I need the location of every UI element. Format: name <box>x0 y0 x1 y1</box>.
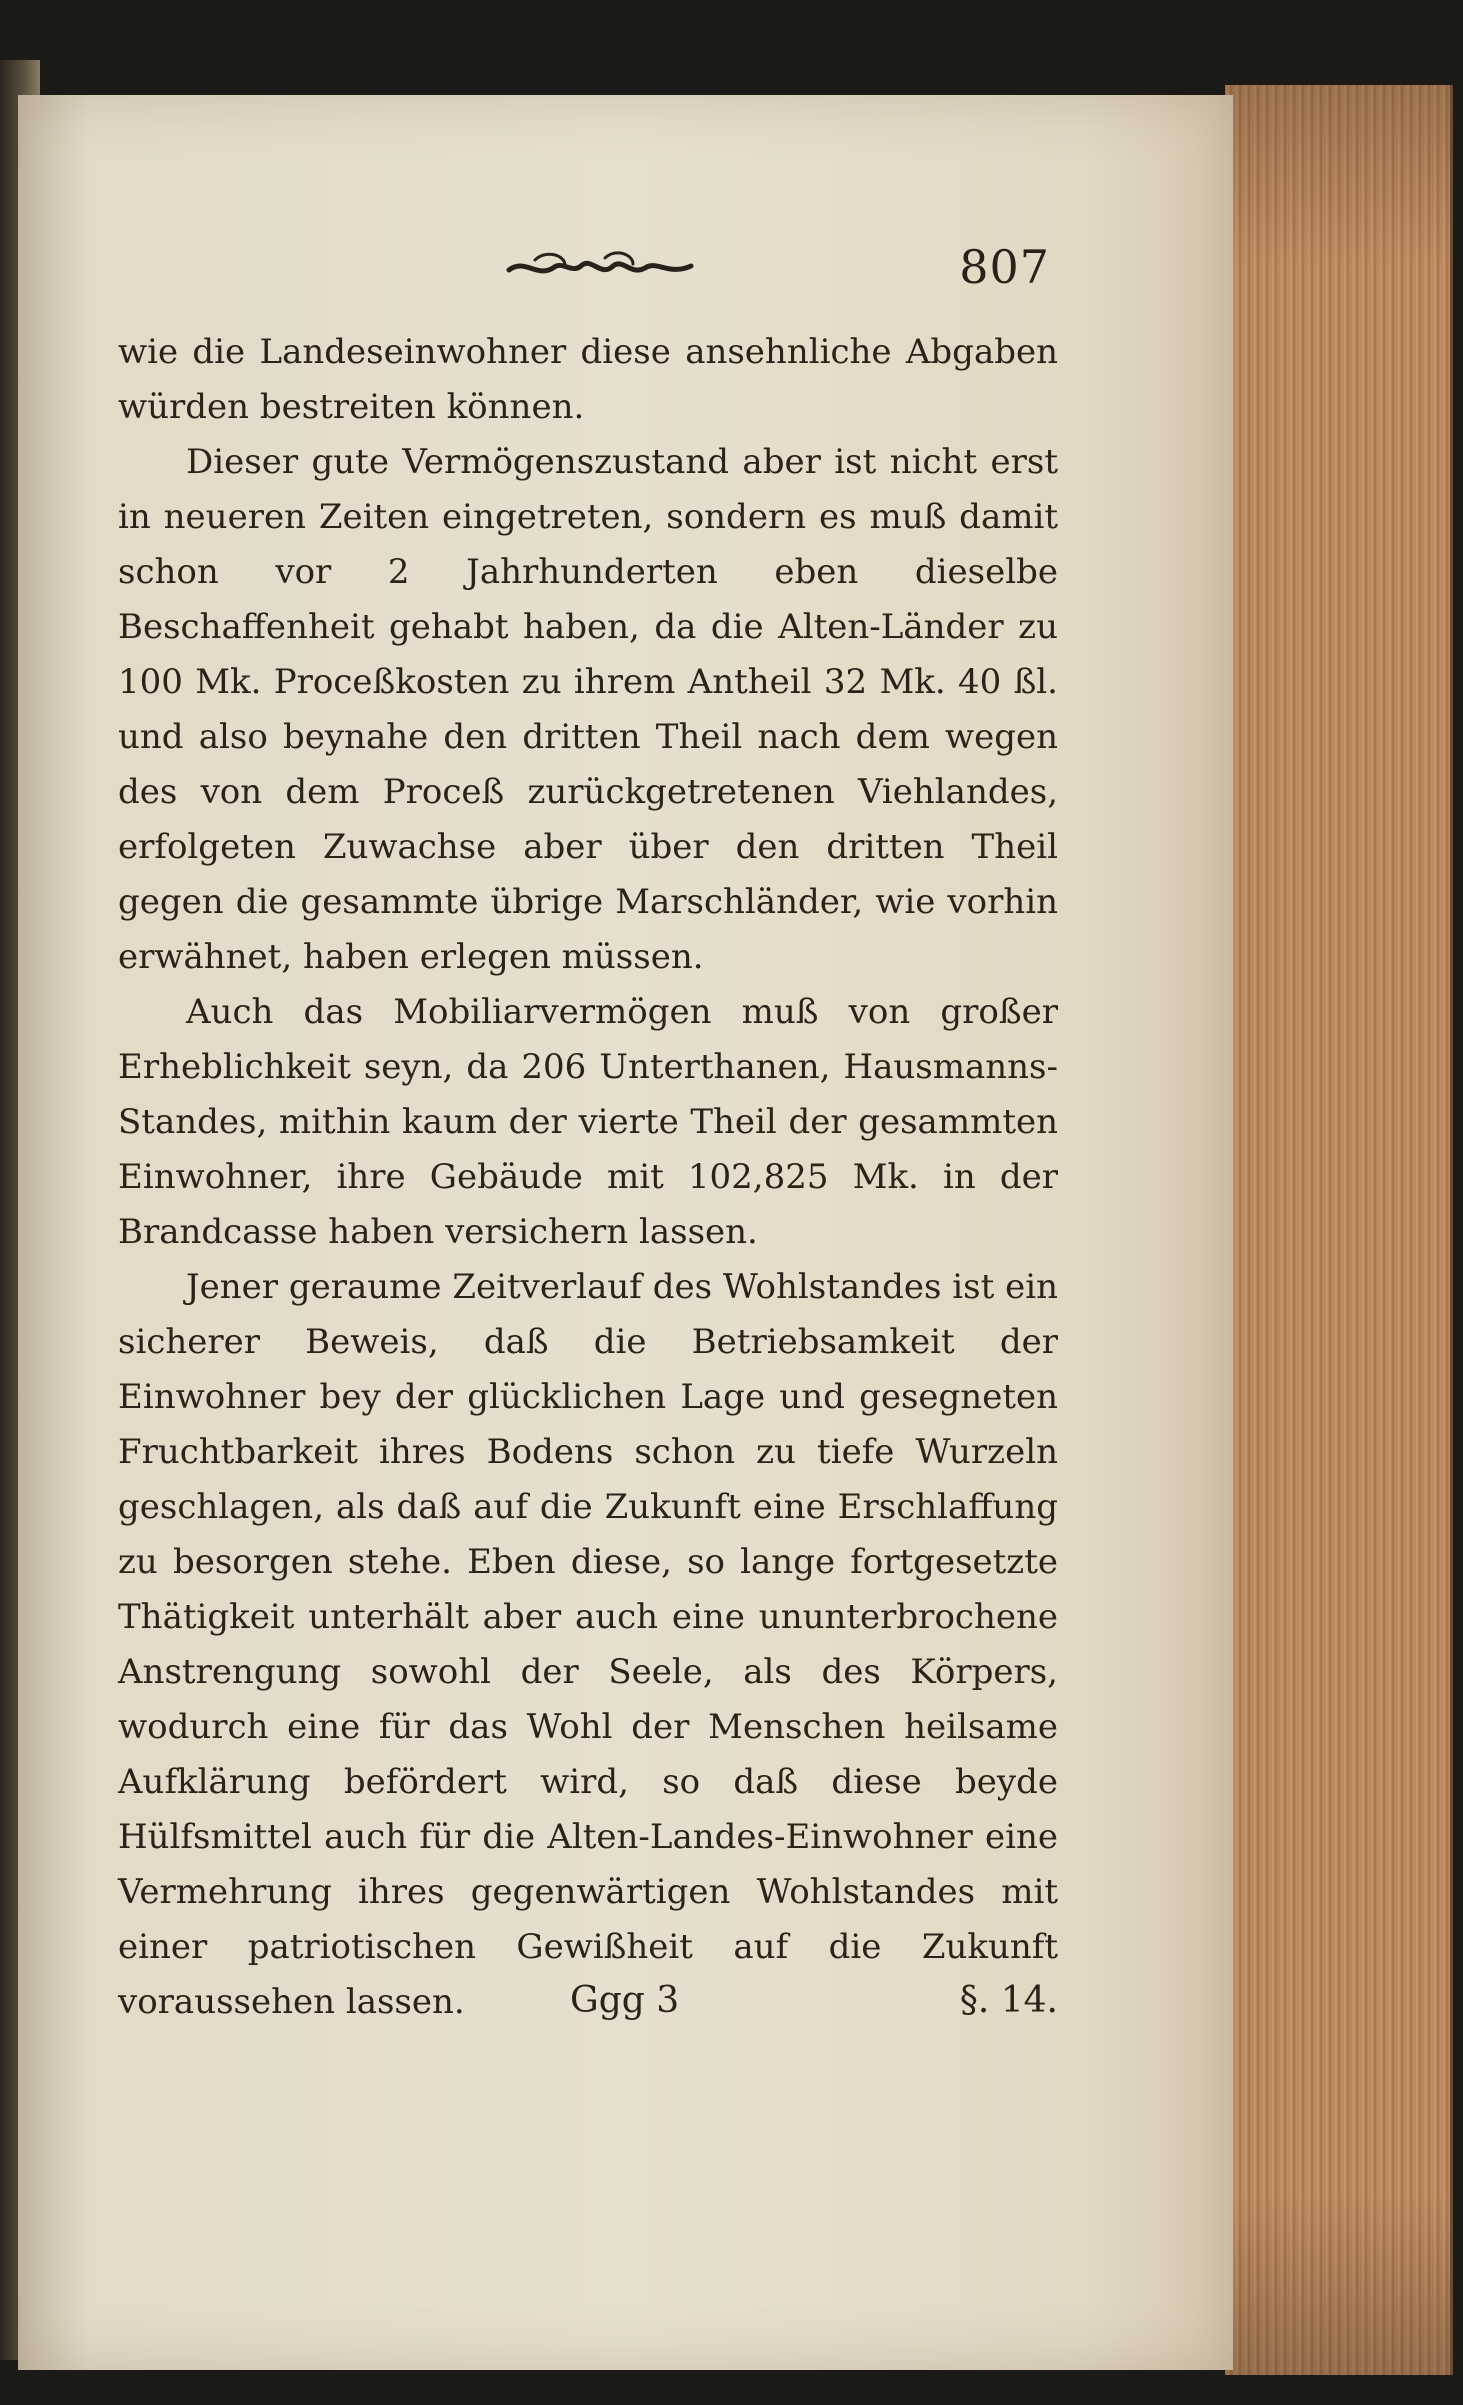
page-number: 807 <box>959 240 1050 294</box>
header-ornament-icon <box>505 248 695 288</box>
paragraph: wie die Landeseinwohner diese ansehnliche Abgaben würden bestreiten können. <box>118 332 1058 427</box>
paragraph: Jener geraume Zeitverlauf des Wohlstandes ist ein sicherer Beweis, daß die Betriebsamkeit der Einwohner bey der glücklichen Lage und gesegneten Fruchtbarkeit ihres Bodens schon zu tiefe Wurzeln geschlagen, als daß auf die Zukunft eine Erschlaffung zu besorgen stehe. Eben diese, so lange fortgesetzte Thätigkeit unterhält aber auch eine ununterbrochene Anstrengung sowohl der Seele, als des Körpers, wodurch eine für das Wohl der Menschen heilsame Aufklärung befördert wird, so daß diese beyde Hülfsmittel auch für die Alten-Landes-Einwohner eine Vermehrung ihres gegenwärtigen Wohlstandes mit einer patriotischen Gewißheit auf die Zukunft voraussehen lassen. <box>118 1267 1058 2022</box>
page-footer <box>118 1980 1058 2030</box>
paragraph: Dieser gute Vermögenszustand aber ist nicht erst in neueren Zeiten eingetreten, sondern es muß damit schon vor 2 Jahrhunderten eben dieselbe Beschaffenheit gehabt haben, da die Alten-Länder zu 100 Mk. Proceßkosten zu ihrem Antheil 32 Mk. 40 ßl. und also beynahe den dritten Theil nach dem wegen des von dem Proceß zurückgetretenen Viehlandes, erfolgeten Zuwachse aber über den dritten Theil gegen die gesammte übrige Marschländer, wie vorhin erwähnet, haben erlegen müssen. <box>118 442 1058 977</box>
paragraph: Auch das Mobiliarvermögen muß von großer Erheblichkeit seyn, da 206 Unterthanen, Hausmanns-Standes, mithin kaum der vierte Theil der gesammten Einwohner, ihre Gebäude mit 102,825 Mk. in der Brandcasse haben versichern lassen. <box>118 992 1058 1252</box>
page-fore-edge <box>1225 85 1453 2375</box>
catchword: §. 14. <box>959 1980 1058 2021</box>
page-body <box>118 325 1058 2030</box>
page-header <box>505 240 1055 300</box>
signature-mark: Ggg 3 <box>570 1980 680 2021</box>
